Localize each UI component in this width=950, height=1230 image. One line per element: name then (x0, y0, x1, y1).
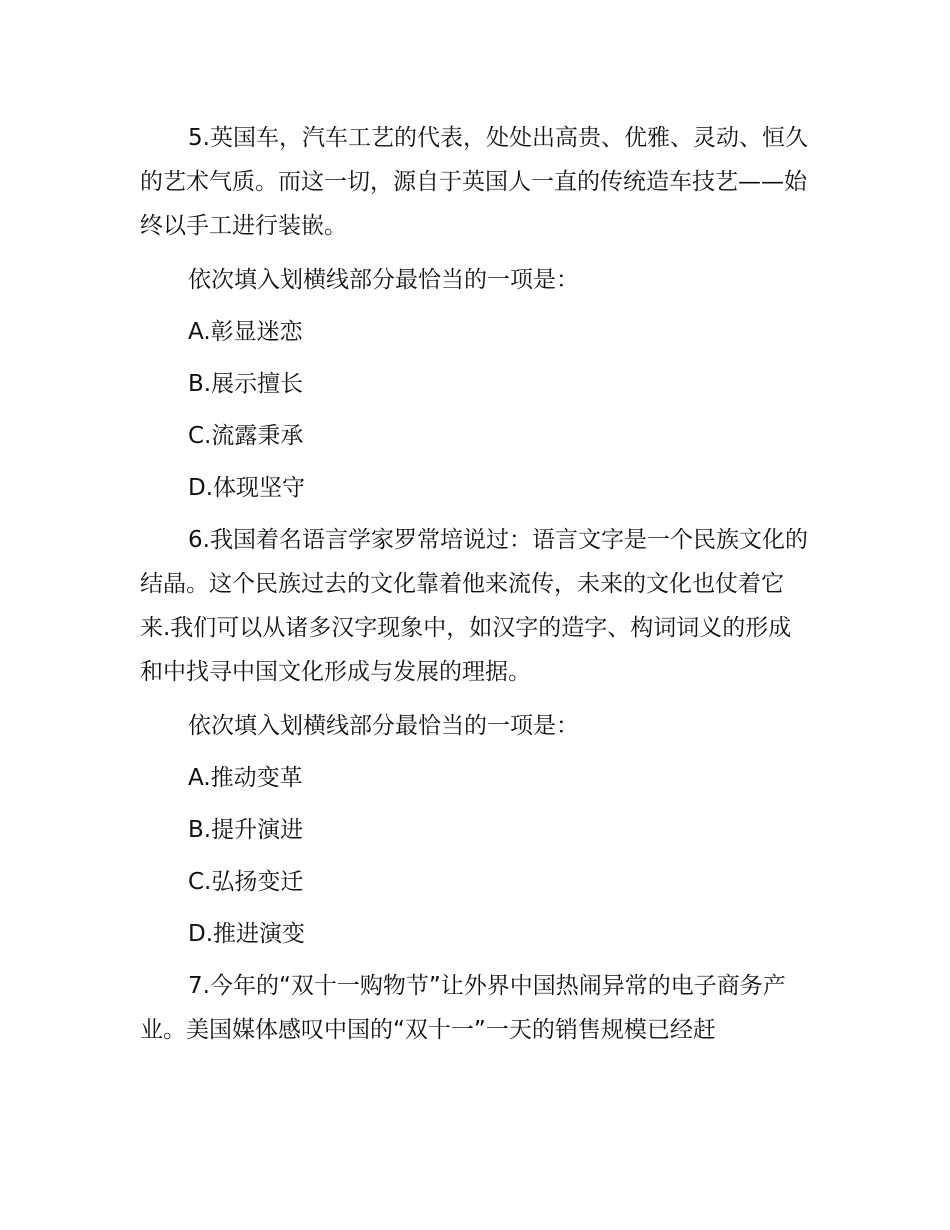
question-5-stem: 5.英国车，汽车工艺的代表，处处出高贵、优雅、灵动、恒久的艺术气质。而这一切，源自于英国人一直的传统造车技艺——始终以手工进行装嵌。 (140, 125, 808, 239)
question-6-stem: 6.我国着名语言学家罗常培说过：语言文字是一个民族文化的结晶。这个民族过去的文化靠着他来流传，未来的文化也仗着它来.我们可以从诸多汉字现象中，如汉字的造字、构词词义的形成和中找寻中国文化形成与发展的理据。 (140, 527, 808, 685)
question-5-option-b: B.展示擅长 (188, 371, 304, 397)
question-6-option-d: D.推进演变 (188, 921, 306, 947)
question-6-option-a: A.推动变革 (188, 765, 303, 791)
document-body (140, 116, 812, 1062)
question-5-option-c: C.流露秉承 (188, 423, 304, 449)
question-6-option-c: C.弘扬变迁 (188, 869, 304, 895)
question-6-prompt: 依次填入划横线部分最恰当的一项是： (188, 713, 579, 739)
question-6-option-b: B.提升演进 (188, 817, 304, 843)
question-5-option-a: A.彰显迷恋 (188, 319, 303, 345)
question-7-stem: 7.今年的“双十一购物节”让外界中国热闹异常的电子商务产业。美国媒体感叹中国的“双十一”一天的销售规模已经赶 (140, 973, 786, 1043)
question-5-prompt: 依次填入划横线部分最恰当的一项是： (188, 267, 579, 293)
question-5-option-d: D.体现坚守 (188, 475, 306, 501)
